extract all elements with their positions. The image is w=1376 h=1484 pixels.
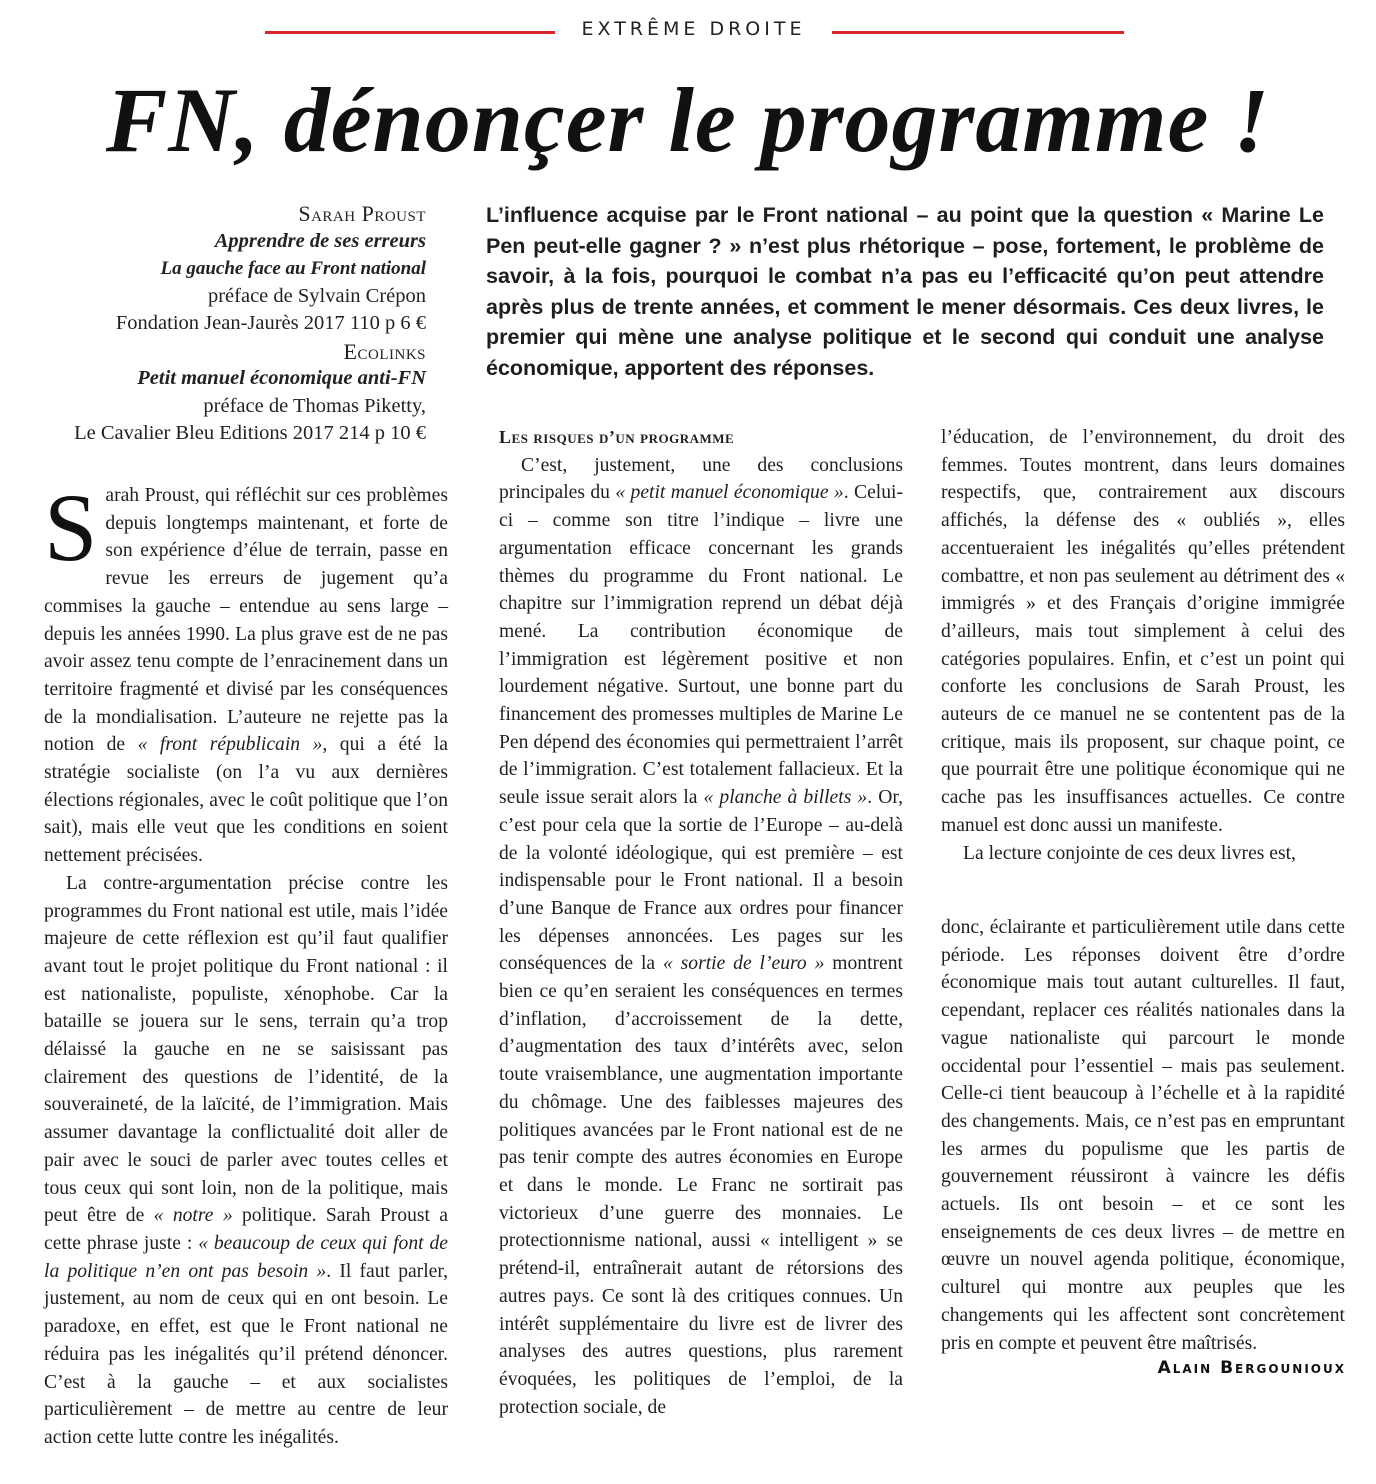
- rubric-rule-left: [265, 31, 555, 34]
- article-column-3-top: [941, 424, 1345, 867]
- drop-cap: S: [44, 474, 98, 581]
- section-subhead: Les risques d’un programme: [499, 427, 735, 447]
- text-run: C’est, justement, une des conclusions principales du: [499, 454, 903, 504]
- paragraph: l’éducation, de l’environnement, du droit des femmes. Toutes montrent, dans leurs domaines respectifs, que, contrairement aux discours affichés, la défense des « oubliés », elles accentueraient les inégalités qu’elles prétendent combattre, et non pas seulement au détriment des « immigrés » et des Français d’origine immigrée d’ailleurs, mais tout simplement à celui des catégories populaires. Enfin, et c’est un point qui conforte les conclusions de Sarah Proust, les auteurs de ce manuel ne se contentent pas de la critique, mais ils proposent, sur chaque point, ce que pourrait être une politique économique qui ne cache pas les insuffisances actuelles. Ce contre manuel est donc aussi un manifeste.: [941, 427, 1345, 836]
- book-references: [40, 200, 426, 448]
- text-run: , qui a été la stratégie socialiste (on l’a vu aux dernières élections régionales, avec le coût politique que l’on sait), mais elle veut que les conditions en soient nettement précisées.: [44, 734, 448, 867]
- text-run: montrent bien ce qu’en seraient les conséquences en termes d’inflation, d’accroissement de la dette, d’augmentation des taux d’intérêts avec, selon toute vraisemblance, une augmentation importante du chômage. Une des faiblesses majeures des politiques avancées par le Front national est de ne pas tenir compte des autres économies en Europe et dans le monde. Le Franc ne sortirait pas victorieux d’une guerre des monnaies. Le protectionnisme national, aussi « intelligent » se prétend-il, entraînerait autant de rétorsions des autres pays. Ce sont là des critiques connues. Un intérêt supplémentaire du livre est de livrer des analyses des autres questions, plus rarement évoquées, les politiques de l’emploi, de la protection sociale, de: [499, 953, 903, 1418]
- quote: « notre »: [153, 1205, 233, 1227]
- article-headline: FN, dénonçer le programme !: [105, 69, 1271, 171]
- book1-subtitle: La gauche face au Front national: [160, 258, 426, 279]
- book2-publisher: Le Cavalier Bleu Editions 2017 214 p 10 €: [74, 422, 426, 444]
- paragraph: [44, 474, 448, 870]
- paragraph: donc, éclairante et particulièrement utile dans cette période. Les réponses doivent être d’ordre économique mais tout autant culturelles. Il faut, cependant, replacer ces réalités nationales dans la vague nationaliste qui parcourt le monde occidental pour l’essentiel – mais pas seulement. Celle-ci tient beaucoup à l’échelle et à la rapidité des changements. Mais, ce n’est pas en empruntant les armes du populisme que les partis de gouvernement réussiront à vaincre les défis actuels. Ils ont besoin – et ce sont les enseignements de ces deux livres – de mettre en œuvre un nouvel agenda politique, économique, culturel qui montre aux peuples que les changements qui les affectent sont concrètement pris en compte et peuvent être maîtrisés.: [941, 917, 1345, 1354]
- rubric-rule-right: [832, 31, 1124, 34]
- paragraph: [499, 452, 903, 1422]
- text-run: . Il faut parler, justement, au nom de ceux qui en ont besoin. Le paradoxe, en effet, est que le Front national ne réduira pas les inégalités qu’il prétend dénoncer. C’est à la gauche – et aux socialistes particulièrement – de mettre au centre de leur action cette lutte contre les inégalités.: [44, 1260, 448, 1448]
- quote: « front républicain »: [137, 734, 323, 756]
- author-signature: Alain Bergounioux: [1157, 1358, 1346, 1378]
- book1-author: Sarah Proust: [298, 201, 426, 226]
- book1-title: Apprendre de ses erreurs: [214, 229, 426, 252]
- text-run: . Celui-ci – comme son titre l’indique – livre une argumentation efficace concernant les grands thèmes du programme du Front national. Le chapitre sur l’immigration reprend un débat déjà mené. La contribution économique de l’immigration est légèrement positive et non lourdement négative. Surtout, une bonne part du financement des promesses multiples de Marine Le Pen dépend des économies qui permettraient l’arrêt de l’immigration. C’est totalement fallacieux. Et la seule issue serait alors la: [499, 482, 903, 809]
- text-run: La contre-argumentation précise contre les programmes du Front national est utile, mais l’idée majeure de cette réflexion est qu’il faut qualifier avant tout le projet politique du Front national : il est nationaliste, populiste, xénophobe. Car la bataille se jouera sur le sens, terrain qu’a trop délaissé la gauche en ne se saisissant pas clairement des questions de l’identité, de la souveraineté, de la laïcité, de l’immigration. Mais assumer davantage la conflictualité doit aller de pair avec le souci de parler avec toutes celles et tous ceux qui sont loin, non de la politique, mais peut être de: [44, 872, 448, 1227]
- book1-publisher: Fondation Jean-Jaurès 2017 110 p 6 €: [115, 312, 426, 334]
- section-rubric: EXTRÊME DROITE: [581, 18, 806, 40]
- book2-preface: préface de Thomas Piketty,: [203, 394, 426, 417]
- paragraph: [44, 870, 448, 1452]
- book1-preface: préface de Sylvain Crépon: [207, 284, 426, 307]
- quote: « planche à billets »: [703, 787, 868, 809]
- text-run: . Or, c’est pour cela que la sortie de l’Europe – au-delà de la volonté idéologique, qui est première – est indispensable pour le Front national. Il a besoin d’une Banque de France aux ordres pour financer les dépenses annoncées. Les pages sur les conséquences de la: [499, 787, 903, 975]
- article-column-3-bottom: [941, 914, 1345, 1357]
- book2-author: Ecolinks: [343, 338, 426, 364]
- paragraph: La lecture conjointe de ces deux livres est,: [963, 842, 1296, 864]
- book2-title: Petit manuel économique anti-FN: [137, 367, 426, 389]
- article-column-2: [499, 424, 903, 1421]
- quote: « petit manuel économique »: [615, 482, 844, 504]
- quote: « beaucoup de ceux qui font de la politique n’en ont pas besoin »: [44, 1232, 448, 1282]
- text-run: politique. Sarah Proust a cette phrase juste :: [44, 1205, 449, 1254]
- article-lede: L’influence acquise par le Front national – au point que la question « Marine Le Pen peut-elle gagner ? » n’est plus rhétorique – pose, fortement, le problème de savoir, à la fois, pourquoi le combat n’a pas eu l’efficacité qu’on peut attendre après plus de trente années, et comment le mener désormais. Ces deux livres, le premier qui mène une analyse politique et le second qui conduit une analyse économique, apportent des réponses.: [486, 203, 1324, 380]
- article-column-1: [44, 474, 449, 1452]
- quote: « sortie de l’euro »: [662, 953, 825, 975]
- text-run: arah Proust, qui réfléchit sur ces problèmes depuis longtemps maintenant, et forte de son expérience d’élue de terrain, passe en revue les erreurs de jugement qu’a commises la gauche – entendue au sens large – depuis les années 1990. La plus grave est de ne pas avoir assez tenu compte de l’enracinement dans un territoire fragmenté et divisé par les conséquences de la mondialisation. L’auteure ne rejette pas la notion de: [44, 485, 448, 756]
